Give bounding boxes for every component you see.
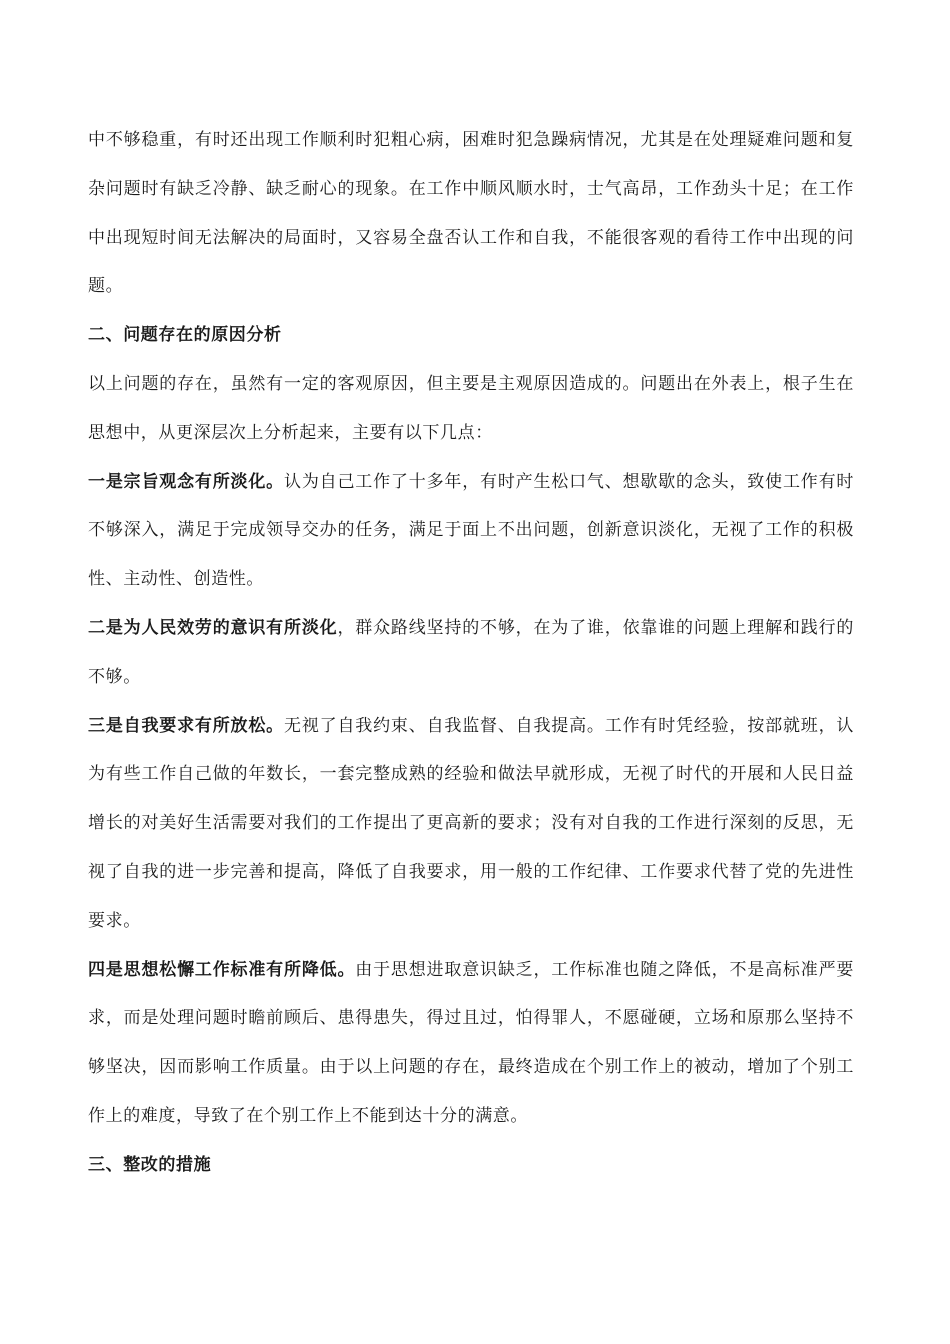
list-item-4 — [88, 946, 854, 1141]
paragraph-cause-intro: 以上问题的存在，虽然有一定的客观原因，但主要是主观原因造成的。问题出在外表上，根子生在思想中，从更深层次上分析起来，主要有以下几点： — [88, 373, 854, 443]
list-item-1-text: 认为自己工作了十多年，有时产生松口气、想歇歇的念头，致使工作有时不够深入，满足于完成领导交办的任务，满足于面上不出问题，创新意识淡化，无视了工作的积极性、主动性、创造性。 — [88, 471, 854, 590]
list-item-2-text: ，群众路线坚持的不够，在为了谁，依靠谁的问题上理解和践行的不够。 — [88, 617, 854, 687]
section-heading-cause-analysis: 二、问题存在的原因分析 — [88, 325, 282, 346]
list-item-3 — [88, 702, 854, 946]
list-item-1 — [88, 458, 854, 604]
list-item-1-lead: 一是宗旨观念有所淡化。 — [88, 471, 285, 492]
list-item-4-lead: 四是思想松懈工作标准有所降低。 — [88, 959, 356, 980]
paragraph-continuation: 中不够稳重，有时还出现工作顺利时犯粗心病，困难时犯急躁病情况，尤其是在处理疑难问题和复杂问题时有缺乏冷静、缺乏耐心的现象。在工作中顺风顺水时，士气高昂，工作劲头十足；在工作中出现短时间无法解决的局面时，又容易全盘否认工作和自我，不能很客观的看待工作中出现的问题。 — [88, 130, 854, 297]
list-item-2 — [88, 604, 854, 702]
list-item-2-lead: 二是为人民效劳的意识有所淡化 — [88, 617, 338, 638]
section-heading-measures: 三、整改的措施 — [88, 1154, 212, 1175]
document-page — [88, 116, 854, 1190]
list-item-3-text: 无视了自我约束、自我监督、自我提高。工作有时凭经验，按部就班，认为有些工作自己做的年数长，一套完整成熟的经验和做法早就形成，无视了时代的开展和人民日益增长的对美好生活需要对我们的工作提出了更高新的要求；没有对自我的工作进行深刻的反思，无视了自我的进一步完善和提高，降低了自我要求，用一般的工作纪律、工作要求代替了党的先进性要求。 — [88, 715, 854, 931]
list-item-4-text: 由于思想进取意识缺乏，工作标准也随之降低，不是高标准严要求，而是处理问题时瞻前顾后、患得患失，得过且过，怕得罪人，不愿碰硬，立场和原那么坚持不够坚决，因而影响工作质量。由于以上问题的存在，最终造成在个别工作上的被动，增加了个别工作上的难度，导致了在个别工作上不能到达十分的满意。 — [88, 959, 854, 1126]
list-item-3-lead: 三是自我要求有所放松。 — [88, 715, 285, 736]
